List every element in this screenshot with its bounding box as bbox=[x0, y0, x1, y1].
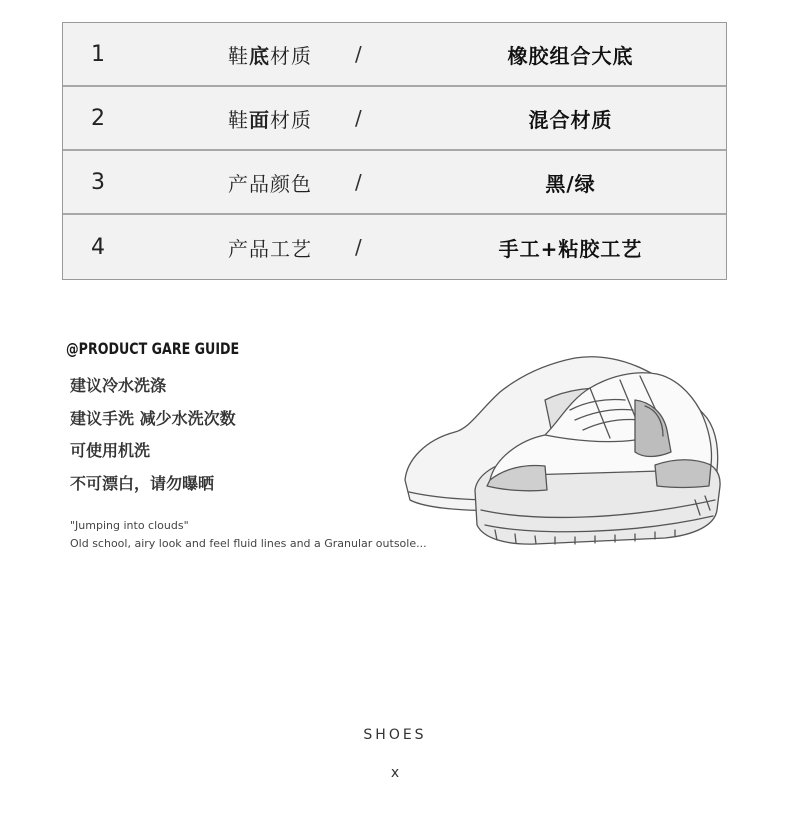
row-label: 产品工艺 bbox=[228, 236, 312, 261]
row-separator: / bbox=[355, 170, 362, 194]
shoes-label: SHOES bbox=[363, 727, 427, 743]
row-value: 混合材质 bbox=[528, 107, 613, 132]
row-separator: / bbox=[355, 42, 362, 66]
row-value: 黑/绿 bbox=[545, 171, 596, 196]
row-number: 2 bbox=[91, 105, 105, 131]
tagline-text: Old school, airy look and feel fluid lines and a Granular outsole... bbox=[70, 537, 427, 550]
row-number: 3 bbox=[91, 169, 105, 195]
x-mark: x bbox=[390, 765, 400, 781]
care-item: 建议冷水洗涤 bbox=[70, 376, 167, 395]
row-separator: / bbox=[355, 235, 362, 259]
row-value: 手工+粘胶工艺 bbox=[498, 236, 643, 261]
care-item: 建议手洗 减少水洗次数 bbox=[70, 408, 236, 428]
row-label: 产品颜色 bbox=[228, 171, 312, 196]
row-value: 橡胶组合大底 bbox=[507, 43, 634, 68]
care-guide-title: @PRODUCT GARE GUIDE bbox=[66, 339, 240, 358]
spec-row bbox=[63, 151, 726, 215]
spec-row bbox=[63, 23, 726, 87]
row-label: 鞋 底 材质 bbox=[228, 43, 312, 68]
row-number: 1 bbox=[91, 41, 105, 67]
quote-text: "Jumping into clouds" bbox=[70, 519, 189, 532]
care-guide-list bbox=[70, 372, 236, 502]
spec-table bbox=[62, 22, 727, 280]
row-separator: / bbox=[355, 106, 362, 130]
spec-row bbox=[63, 215, 726, 279]
care-item: 不可漂白，请勿曝晒 bbox=[70, 473, 215, 493]
sneaker-illustration bbox=[395, 340, 730, 560]
row-label: 鞋 面 材质 bbox=[228, 107, 312, 132]
care-item: 可使用机洗 bbox=[70, 441, 151, 460]
spec-row bbox=[63, 87, 726, 151]
row-number: 4 bbox=[91, 234, 105, 260]
